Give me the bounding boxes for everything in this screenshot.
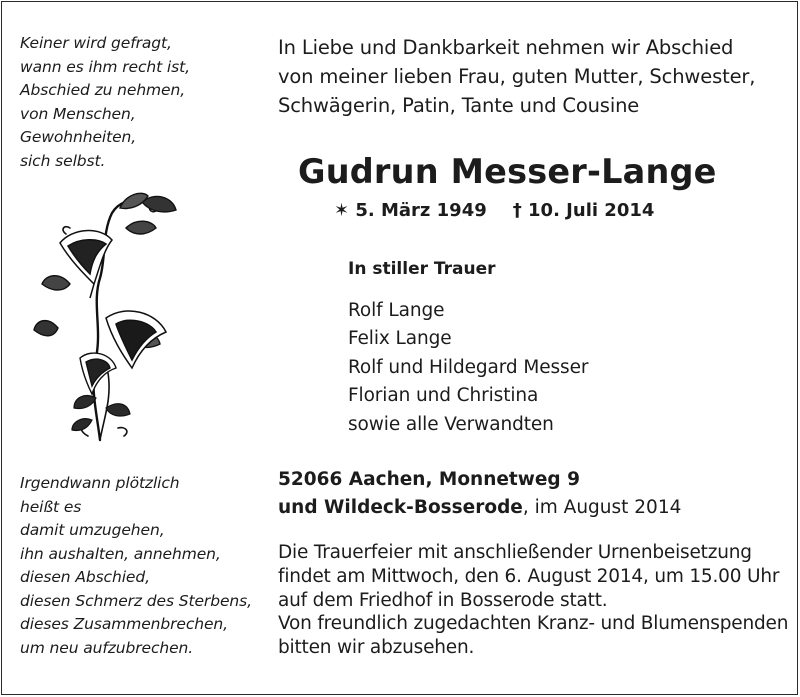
poem-line: Irgendwann plötzlich [20, 474, 180, 492]
address-line2-bold: und Wildeck-Bosserode [278, 497, 523, 518]
service-info [278, 541, 788, 660]
poem-line: von Menschen, [20, 104, 136, 123]
deceased-name: Gudrun Messer-Lange [298, 152, 717, 191]
address-line1: 52066 Aachen, Monnetweg 9 [278, 469, 580, 490]
service-line: findet am Mittwoch, den 6. August 2014, um 15.00 Uhr [278, 565, 780, 587]
mourning-heading: In stiller Trauer [348, 259, 496, 279]
morning-glory-icon [30, 188, 185, 448]
intro-line: In Liebe und Dankbarkeit nehmen wir Abschied [278, 36, 734, 59]
intro-line: von meiner lieben Frau, guten Mutter, Schwester, [278, 65, 756, 88]
poem-line: wann es ihm recht ist, [20, 57, 190, 76]
service-line: bitten wir abzusehen. [278, 637, 475, 659]
mourner: Felix Lange [348, 328, 452, 350]
service-line: auf dem Friedhof in Bosserode statt. [278, 589, 608, 611]
poem-line: um neu aufzubrechen. [20, 638, 194, 657]
mourner: Florian und Christina [348, 385, 539, 407]
poem-line: Keiner wird gefragt, [20, 34, 172, 52]
poem-line: Abschied zu nehmen, [20, 81, 186, 99]
mourner: sowie alle Verwandten [348, 413, 554, 435]
poem-line: dieses Zusammenbrechen, [20, 615, 228, 633]
birth-date: ✶ 5. März 1949 [334, 200, 487, 221]
mourner: Rolf und Hildegard Messer [348, 356, 589, 378]
address-block [278, 466, 681, 522]
poem-line: diesen Abschied, [20, 568, 150, 586]
intro-text [278, 33, 755, 120]
poem-top [20, 32, 190, 173]
mourner: Rolf Lange [348, 300, 445, 321]
intro-line: Schwägerin, Patin, Tante und Cousine [278, 94, 640, 117]
poem-line: ihn aushalten, annehmen, [20, 544, 221, 563]
poem-line: damit umzugehen, [20, 521, 165, 539]
poem-line: sich selbst. [20, 151, 106, 170]
poem-line: heißt es [20, 497, 82, 516]
poem-bottom [20, 472, 252, 660]
death-date: † 10. Juli 2014 [512, 200, 655, 221]
service-line: Die Trauerfeier mit anschließender Urnenbeisetzung [278, 542, 752, 563]
mourners-list [348, 297, 588, 439]
poem-line: diesen Schmerz des Sterbens, [20, 591, 252, 610]
poem-line: Gewohnheiten, [20, 128, 137, 146]
address-line2-rest: , im August 2014 [522, 497, 682, 518]
life-dates [334, 200, 654, 221]
service-line: Von freundlich zugedachten Kranz- und Blumenspenden [278, 613, 789, 635]
